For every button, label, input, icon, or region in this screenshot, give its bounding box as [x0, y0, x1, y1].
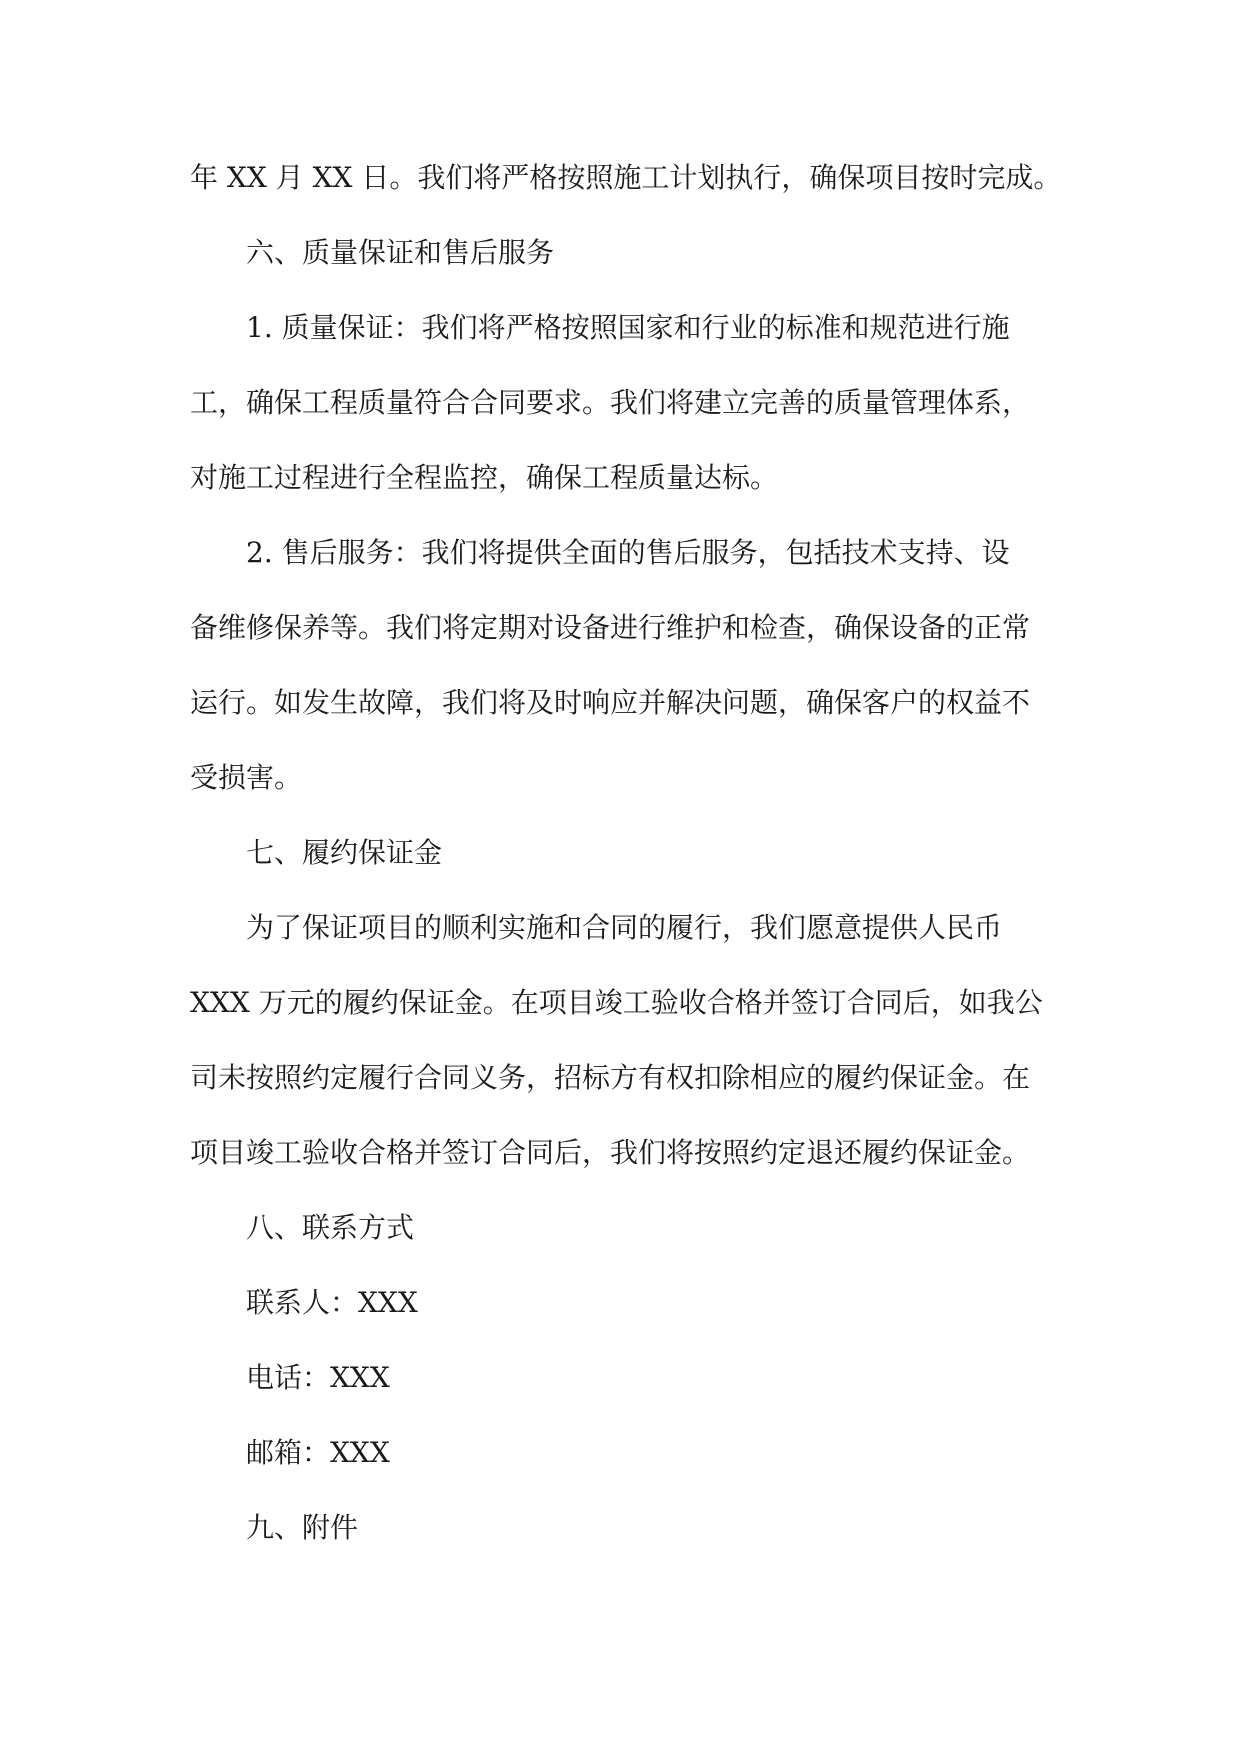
section-heading-attachments: 九、附件 [246, 1511, 359, 1544]
section-heading-bond: 七、履约保证金 [246, 836, 443, 869]
paragraph-line: 对施工过程进行全程监控，确保工程质量达标。 [190, 461, 779, 494]
paragraph-line: 运行。如发生故障，我们将及时响应并解决问题，确保客户的权益不 [190, 686, 1031, 719]
contact-phone: 电话：XXX [246, 1361, 390, 1394]
paragraph-line: 司未按照约定履行合同义务，招标方有权扣除相应的履约保证金。在 [190, 1061, 1031, 1094]
section-heading-contact: 八、联系方式 [246, 1211, 415, 1244]
paragraph-line: 备维修保养等。我们将定期对设备进行维护和检查，确保设备的正常 [190, 611, 1031, 644]
contact-person: 联系人：XXX [246, 1286, 418, 1319]
paragraph-line: 年 XX 月 XX 日。我们将严格按照施工计划执行，确保项目按时完成。 [190, 161, 1062, 194]
paragraph-line: 受损害。 [190, 761, 303, 794]
paragraph-line: 1. 质量保证：我们将严格按照国家和行业的标准和规范进行施 [246, 311, 1010, 344]
section-heading-quality: 六、质量保证和售后服务 [246, 236, 555, 269]
paragraph-line: 为了保证项目的顺利实施和合同的履行，我们愿意提供人民币 [246, 911, 1003, 944]
document-body [190, 140, 1070, 1565]
paragraph-line: 工，确保工程质量符合合同要求。我们将建立完善的质量管理体系， [190, 386, 1031, 419]
contact-email: 邮箱：XXX [246, 1436, 390, 1469]
paragraph-line: 2. 售后服务：我们将提供全面的售后服务，包括技术支持、设 [246, 536, 1010, 569]
paragraph-line: XXX 万元的履约保证金。在项目竣工验收合格并签订合同后，如我公 [190, 986, 1043, 1019]
paragraph-line: 项目竣工验收合格并签订合同后，我们将按照约定退还履约保证金。 [190, 1136, 1031, 1169]
